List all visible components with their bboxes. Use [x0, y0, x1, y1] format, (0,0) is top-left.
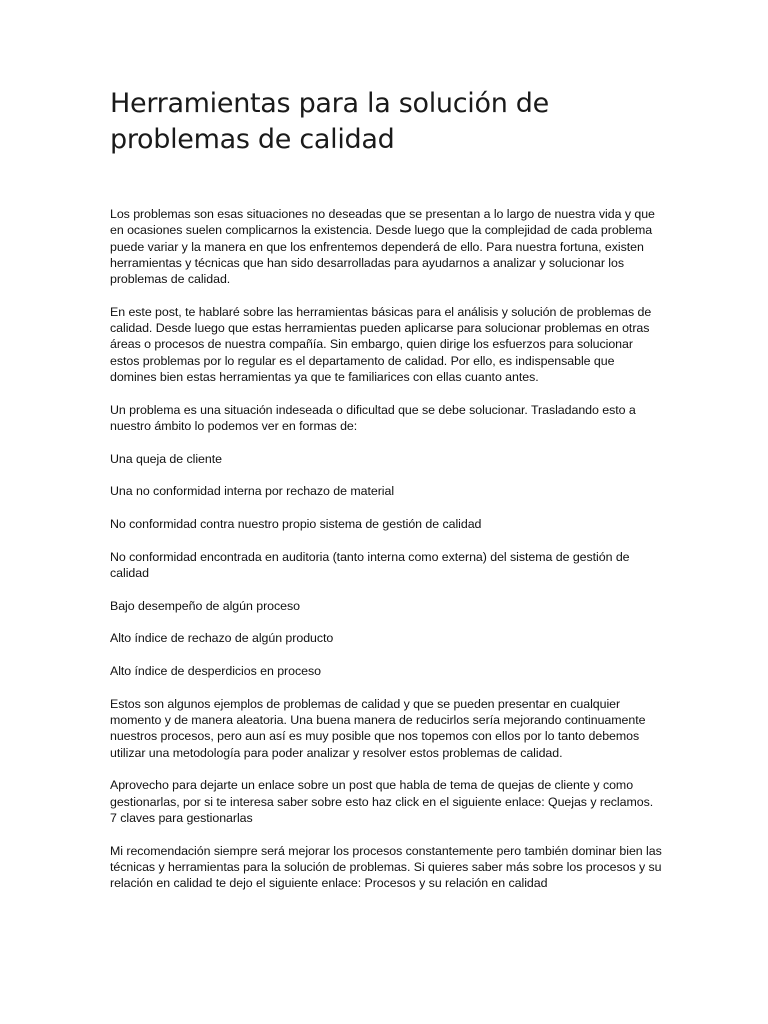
- list-item-qms-nonconformity: No conformidad contra nuestro propio sistema de gestión de calidad: [110, 517, 482, 532]
- list-item-low-process-performance: Bajo desempeño de algún proceso: [110, 598, 300, 613]
- list-item-customer-complaint: Una queja de cliente: [110, 451, 222, 466]
- paragraph-examples: Estos son algunos ejemplos de problemas de calidad y que se pueden presentar en cualquier momento y de manera aleatoria. Una buena manera de reducirlos sería mejorando continuamente nuestros procesos, pero aun así es muy posible que nos topemos con ellos por lo tanto debemos utilizar una metodología para poder analizar y resolver estos problemas de calidad.: [110, 696, 646, 760]
- list-item-audit-nonconformity: No conformidad encontrada en auditoria (tanto interna como externa) del sistema de gestión de calidad: [110, 549, 630, 581]
- list-item-high-rejection-rate: Alto índice de rechazo de algún producto: [110, 631, 334, 646]
- list-item-internal-nonconformity: Una no conformidad interna por rechazo de material: [110, 484, 395, 499]
- paragraph-post-overview: En este post, te hablaré sobre las herramientas básicas para el análisis y solución de problemas de calidad. Desde luego que estas herramientas pueden aplicarse para solucionar problemas en otras áreas o procesos de nuestra compañía. Sin embargo, quien dirige los esfuerzos para solucionar estos problemas por lo regular es el departamento de calidad. Por ello, es indispensable que domines bien estas herramientas ya que te familiarices con ellas cuanto antes.: [110, 304, 652, 385]
- paragraph-recommendation: Mi recomendación siempre será mejorar los procesos constantemente pero también dominar bien las técnicas y herramientas para la solución de problemas. Si quieres saber más sobre los procesos y su relación en calidad te dejo el siguiente enlace: Procesos y su relación en calidad: [110, 843, 662, 891]
- paragraph-complaints-link: Aprovecho para dejarte un enlace sobre un post que habla de tema de quejas de cliente y como gestionarlas, por si te interesa saber sobre esto haz click en el siguiente enlace: Quejas y reclamos. 7 claves para gestionarlas: [110, 778, 654, 826]
- document-title: Herramientas para la solución de problemas de calidad: [110, 88, 549, 155]
- paragraph-problem-definition: Un problema es una situación indeseada o dificultad que se debe solucionar. Trasladando esto a nuestro ámbito lo podemos ver en formas de:: [110, 402, 636, 434]
- paragraph-intro: Los problemas son esas situaciones no deseadas que se presentan a lo largo de nuestra vida y que en ocasiones suelen complicarnos la existencia. Desde luego que la complejidad de cada problema puede variar y la manera en que los enfrentemos dependerá de ello. Para nuestra fortuna, existen herramientas y técnicas que han sido desarrolladas para ayudarnos a analizar y solucionar los problemas de calidad.: [110, 207, 655, 287]
- list-item-high-waste-rate: Alto índice de desperdicios en proceso: [110, 664, 321, 679]
- document-page: [110, 86, 662, 908]
